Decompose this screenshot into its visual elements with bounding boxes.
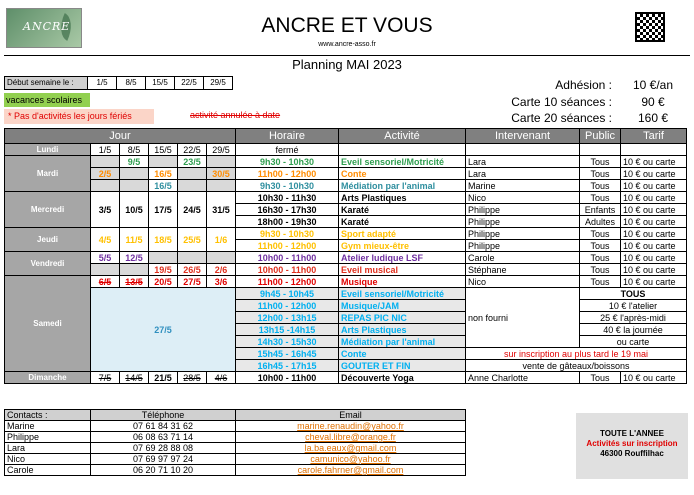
table-row xyxy=(5,421,466,432)
contacts-header-name: Contacts : xyxy=(5,410,91,421)
date-cell: 4/6 xyxy=(207,372,236,384)
contact-name: Philippe xyxy=(5,432,91,443)
speaker-cell: Carole xyxy=(466,252,580,264)
price-cell: 10 € ou carte xyxy=(621,216,687,228)
contacts-header xyxy=(5,410,466,421)
price-cell: 10 € ou carte xyxy=(621,204,687,216)
contacts-header-email: Email xyxy=(236,410,466,421)
activity-cell: Eveil sensoriel/Motricité xyxy=(339,288,466,300)
date-cell: 29/5 xyxy=(207,144,236,156)
logo-text: ANCRE xyxy=(23,20,71,33)
table-row xyxy=(5,465,466,476)
special-date: 27/5 xyxy=(91,288,236,372)
price-value: 160 € xyxy=(637,111,669,125)
price-cell: 10 € ou carte xyxy=(621,252,687,264)
activity-cell: Découverte Yoga xyxy=(339,372,466,384)
date-cell: 4/5 xyxy=(91,228,120,252)
date-cell xyxy=(149,156,178,168)
table-row xyxy=(5,168,687,180)
time-cell: 10h00 - 11h00 xyxy=(236,252,339,264)
contact-name: Lara xyxy=(5,443,91,454)
header-activity: Activité xyxy=(339,129,466,144)
public-cell: Tous xyxy=(580,180,621,192)
date-cell: 16/5 xyxy=(149,180,178,192)
date-cell: 23/5 xyxy=(178,156,207,168)
table-row xyxy=(5,228,687,240)
time-cell: 13h15 -14h15 xyxy=(236,324,339,336)
price-cell: 40 € la journée xyxy=(580,324,687,336)
site-url[interactable]: www.ancre-asso.fr xyxy=(318,41,376,48)
date-cell: 1/6 xyxy=(207,228,236,252)
speaker-cell: Philippe xyxy=(466,228,580,240)
time-cell: 12h00 - 13h15 xyxy=(236,312,339,324)
date-cell: 12/5 xyxy=(120,252,149,264)
speaker-cell: Marine xyxy=(466,180,580,192)
price-cell: 10 € ou carte xyxy=(621,168,687,180)
date-cell: 14/5 xyxy=(120,372,149,384)
date-cell: 10/5 xyxy=(120,192,149,228)
date-cell xyxy=(91,180,120,192)
time-cell: 16h30 - 17h30 xyxy=(236,204,339,216)
activity-cell: Karaté xyxy=(339,216,466,228)
time-cell: 11h00 - 12h00 xyxy=(236,300,339,312)
table-row xyxy=(5,264,687,276)
time-cell: 15h45 - 16h45 xyxy=(236,348,339,360)
table-row xyxy=(5,252,687,264)
contact-name: Carole xyxy=(5,465,91,476)
date-cell: 2/5 xyxy=(91,168,120,180)
contact-email-link[interactable]: camunico@yahoo.fr xyxy=(236,454,466,465)
week-date: 1/5 xyxy=(88,76,117,90)
price-label: Carte 10 séances : xyxy=(511,95,612,109)
table-row xyxy=(5,192,687,204)
speaker-cell: Lara xyxy=(466,168,580,180)
week-date: 22/5 xyxy=(175,76,204,90)
date-cell: 1/5 xyxy=(91,144,120,156)
day-jeudi: Jeudi xyxy=(5,228,91,252)
day-mercredi: Mercredi xyxy=(5,192,91,228)
speaker-cell: Nico xyxy=(466,192,580,204)
header-speaker: Intervenant xyxy=(466,129,580,144)
speaker-cell: Stéphane xyxy=(466,264,580,276)
time-cell: 9h30 - 10h30 xyxy=(236,228,339,240)
table-row xyxy=(5,454,466,465)
public-cell: Tous xyxy=(580,168,621,180)
no-activity-legend: * Pas d'activités les jours fériés xyxy=(4,109,154,124)
contact-phone: 07 69 97 97 24 xyxy=(91,454,236,465)
year-info-box xyxy=(576,413,688,479)
date-cell: 3/6 xyxy=(207,276,236,288)
date-cell xyxy=(120,168,149,180)
inscription-note: sur inscription au plus tard le 19 mai xyxy=(466,348,687,360)
time-cell: 9h30 - 10h30 xyxy=(236,156,339,168)
activity-cell: GOUTER ET FIN xyxy=(339,360,466,372)
activity-cell: Médiation par l'animal xyxy=(339,336,466,348)
date-cell: 28/5 xyxy=(178,372,207,384)
contact-email-link[interactable]: la.ba.eaux@gmail.com xyxy=(236,443,466,454)
contact-email-link[interactable]: cheval.libre@orange.fr xyxy=(236,432,466,443)
price-cell: 10 € ou carte xyxy=(621,180,687,192)
public-cell: Tous xyxy=(580,264,621,276)
date-cell xyxy=(178,180,207,192)
speaker-cell: Lara xyxy=(466,156,580,168)
date-cell: 8/5 xyxy=(120,144,149,156)
time-cell: 10h00 - 11h00 xyxy=(236,372,339,384)
date-cell: 22/5 xyxy=(178,144,207,156)
date-cell xyxy=(207,180,236,192)
table-row xyxy=(5,432,466,443)
time-cell: 18h00 - 19h30 xyxy=(236,216,339,228)
public-cell: Tous xyxy=(580,240,621,252)
date-cell: 25/5 xyxy=(178,228,207,252)
time-cell: 10h30 - 11h30 xyxy=(236,192,339,204)
date-cell: 16/5 xyxy=(149,168,178,180)
date-cell xyxy=(149,252,178,264)
activity-cell xyxy=(339,144,466,156)
week-date: 15/5 xyxy=(146,76,175,90)
price-cell: 10 € ou carte xyxy=(621,240,687,252)
date-cell: 7/5 xyxy=(91,372,120,384)
table-row xyxy=(5,180,687,192)
day-vendredi: Vendredi xyxy=(5,252,91,276)
date-cell: 5/5 xyxy=(91,252,120,264)
activity-cell: Karaté xyxy=(339,204,466,216)
year-info-address: 46300 Rouffilhac xyxy=(600,449,664,458)
sale-note: vente de gâteaux/boissons xyxy=(466,360,687,372)
date-cell: 13/5 xyxy=(120,276,149,288)
day-samedi: Samedi xyxy=(5,276,91,372)
table-row xyxy=(5,276,687,288)
date-cell: 24/5 xyxy=(178,192,207,228)
table-row xyxy=(5,288,687,300)
date-cell: 6/5 xyxy=(91,276,120,288)
week-date: 29/5 xyxy=(204,76,233,90)
price-cell: 10 € ou carte xyxy=(621,228,687,240)
date-cell: 21/5 xyxy=(149,372,178,384)
time-cell: 9h45 - 10h45 xyxy=(236,288,339,300)
date-cell: 17/5 xyxy=(149,192,178,228)
date-cell: 30/5 xyxy=(207,168,236,180)
speaker-cell: Philippe xyxy=(466,216,580,228)
schedule-header xyxy=(5,129,687,144)
public-cell: Tous xyxy=(580,276,621,288)
date-cell: 20/5 xyxy=(149,276,178,288)
table-row xyxy=(5,144,687,156)
speaker-cell: Philippe xyxy=(466,240,580,252)
contact-phone: 06 20 71 10 20 xyxy=(91,465,236,476)
activity-cell: REPAS PIC NIC xyxy=(339,312,466,324)
time-cell: 11h00 - 12h00 xyxy=(236,240,339,252)
cancelled-legend: activité annulée à date xyxy=(190,110,281,120)
week-start-label: Début semaine le : xyxy=(4,76,88,90)
activity-cell: Arts Plastiques xyxy=(339,324,466,336)
activity-cell: Eveil musical xyxy=(339,264,466,276)
public-cell xyxy=(580,144,621,156)
activity-cell: Arts Plastiques xyxy=(339,192,466,204)
table-row xyxy=(5,443,466,454)
header-time: Horaire xyxy=(236,129,339,144)
speaker-cell: Philippe xyxy=(466,204,580,216)
contact-phone: 06 08 63 71 14 xyxy=(91,432,236,443)
date-cell: 18/5 xyxy=(149,228,178,252)
public-cell: Tous xyxy=(580,192,621,204)
public-cell: Tous xyxy=(580,156,621,168)
date-cell xyxy=(120,264,149,276)
activity-cell: Eveil sensoriel/Motricité xyxy=(339,156,466,168)
price-cell xyxy=(621,144,687,156)
time-cell: 14h30 - 15h30 xyxy=(236,336,339,348)
public-cell: TOUS xyxy=(580,288,687,300)
planning-title: Planning MAI 2023 xyxy=(292,57,402,72)
speaker-cell xyxy=(466,144,580,156)
price-value: 90 € xyxy=(641,95,665,109)
price-cell: 25 € l'après-midi xyxy=(580,312,687,324)
year-info-registration: Activités sur inscription xyxy=(586,439,678,448)
date-cell: 3/5 xyxy=(91,192,120,228)
price-cell: 10 € ou carte xyxy=(621,276,687,288)
speaker-cell: Anne Charlotte xyxy=(466,372,580,384)
day-mardi: Mardi xyxy=(5,156,91,192)
price-cell: 10 € ou carte xyxy=(621,192,687,204)
qr-code-icon xyxy=(635,12,665,42)
contact-email-link[interactable]: marine.renaudin@yahoo.fr xyxy=(236,421,466,432)
price-cell: 10 € ou carte xyxy=(621,372,687,384)
header-day: Jour xyxy=(5,129,236,144)
price-cell: ou carte xyxy=(580,336,687,348)
divider xyxy=(4,55,690,56)
price-label: Carte 20 séances : xyxy=(511,111,612,125)
contacts-table xyxy=(4,409,466,476)
time-cell: 11h00 - 12h00 xyxy=(236,168,339,180)
activity-cell: Conte xyxy=(339,348,466,360)
speaker-cell: Nico xyxy=(466,276,580,288)
table-row xyxy=(5,372,687,384)
time-cell: fermé xyxy=(236,144,339,156)
public-cell: Tous xyxy=(580,372,621,384)
contact-name: Marine xyxy=(5,421,91,432)
date-cell: 27/5 xyxy=(178,276,207,288)
date-cell xyxy=(91,264,120,276)
price-value: 10 €/an xyxy=(632,78,674,92)
price-cell: 10 € ou carte xyxy=(621,264,687,276)
activity-cell: Atelier ludique LSF xyxy=(339,252,466,264)
header-public: Public xyxy=(580,129,621,144)
site-title: ANCRE ET VOUS xyxy=(261,14,433,37)
contact-email-link[interactable]: carole.fahrner@gmail.com xyxy=(236,465,466,476)
time-cell: 16h45 - 17h15 xyxy=(236,360,339,372)
date-cell: 2/6 xyxy=(207,264,236,276)
price-label: Adhésion : xyxy=(555,78,612,92)
contact-phone: 07 61 84 31 62 xyxy=(91,421,236,432)
activity-cell: Conte xyxy=(339,168,466,180)
year-info-title: TOUTE L'ANNEE xyxy=(600,429,664,438)
date-cell xyxy=(91,156,120,168)
week-start-row xyxy=(4,76,233,90)
date-cell: 11/5 xyxy=(120,228,149,252)
activity-cell: Médiation par l'animal xyxy=(339,180,466,192)
activity-cell: Musique xyxy=(339,276,466,288)
time-cell: 10h00 - 11h00 xyxy=(236,264,339,276)
day-dimanche: Dimanche xyxy=(5,372,91,384)
schedule-table xyxy=(4,128,687,384)
date-cell: 19/5 xyxy=(149,264,178,276)
school-holidays-legend: vacances scolaires xyxy=(4,93,90,107)
date-cell: 26/5 xyxy=(178,264,207,276)
header-price: Tarif xyxy=(621,129,687,144)
public-cell: Tous xyxy=(580,228,621,240)
date-cell: 15/5 xyxy=(149,144,178,156)
table-row xyxy=(5,156,687,168)
contact-name: Nico xyxy=(5,454,91,465)
price-cell: 10 € ou carte xyxy=(621,156,687,168)
activity-cell: Musique/JAM xyxy=(339,300,466,312)
week-date: 8/5 xyxy=(117,76,146,90)
day-lundi: Lundi xyxy=(5,144,91,156)
date-cell xyxy=(178,168,207,180)
public-cell: Enfants xyxy=(580,204,621,216)
speaker-cell: non fourni xyxy=(466,288,580,348)
price-cell: 10 € l'atelier xyxy=(580,300,687,312)
public-cell: Adultes xyxy=(580,216,621,228)
time-cell: 9h30 - 10h30 xyxy=(236,180,339,192)
date-cell: 31/5 xyxy=(207,192,236,228)
activity-cell: Sport adapté xyxy=(339,228,466,240)
contacts-header-phone: Téléphone xyxy=(91,410,236,421)
activity-cell: Gym mieux-être xyxy=(339,240,466,252)
public-cell: Tous xyxy=(580,252,621,264)
time-cell: 11h00 - 12h00 xyxy=(236,276,339,288)
contact-phone: 07 69 28 88 08 xyxy=(91,443,236,454)
date-cell xyxy=(178,252,207,264)
date-cell xyxy=(120,180,149,192)
date-cell: 9/5 xyxy=(120,156,149,168)
date-cell xyxy=(207,156,236,168)
date-cell xyxy=(207,252,236,264)
